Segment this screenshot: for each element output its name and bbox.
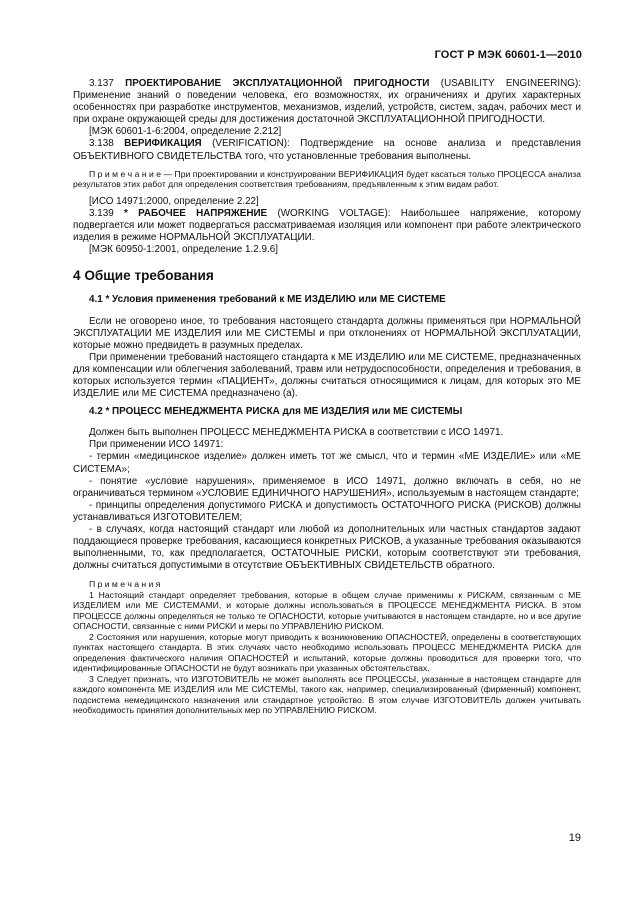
list-item: - принципы определения допустимого РИСКА и допустимость ОСТАТОЧНОГО РИСКА (РИСКОВ) должны устанавливаться ИЗГОТОВИТЕЛЕМ; — [73, 499, 581, 523]
page-content — [73, 78, 581, 716]
term-reference: [МЭК 60950-1:2001, определение 1.2.9.6] — [89, 244, 278, 256]
paragraph: При применении требований настоящего стандарта к МЕ ИЗДЕЛИЮ или МЕ СИСТЕМЕ, предназначенных для компенсации или облегчения заболеваний, травм или нетрудоспособности, определения и требования, в которых используется термин «ПАЦИЕНТ», должны считаться относящимися к лицам, для которых это МЕ ИЗДЕЛИЕ или МЕ СИСТЕМА предназначено (а). — [73, 351, 581, 400]
term-definition: (VERIFICATION): Подтверждение на основе анализа и представления ОБЪЕКТИВНОГО СВИДЕТЕЛЬСТВА того, что установленные требования выполнены. — [73, 138, 581, 162]
notes-block — [73, 579, 581, 716]
note-3: 3 Следует признать, что ИЗГОТОВИТЕЛЬ не может выполнять все ПРОЦЕССЫ, указанные в настоящем стандарте для каждого компонента МЕ ИЗДЕЛИЯ или МЕ СИСТЕМЫ, такого как, например, специализированный (фирменный) компонент, подсистема немедицинского назначения или стандартное устройство. В этом случае ИЗГОТОВИТЕЛЬ должен учитывать необходимость принятия дополнительных мер по УПРАВЛЕНИЮ РИСКОМ. — [73, 673, 581, 716]
term-name: ВЕРИФИКАЦИЯ — [124, 138, 202, 150]
paragraph: Если не оговорено иное, то требования настоящего стандарта должны применяться при НОРМАЛЬНОЙ ЭКСПЛУАТАЦИИ МЕ ИЗДЕЛИЯ или МЕ СИСТЕМЫ и при отклонениях от НОРМАЛЬНОЙ ЭКСПЛУАТАЦИИ, которые можно предвидеть в разумных пределах. — [73, 315, 581, 351]
list-item: - термин «медицинское изделие» должен иметь тот же смысл, что и термин «МЕ ИЗДЕЛИЕ» или «МЕ СИСТЕМА»; — [73, 451, 581, 475]
term-number: 3.137 — [89, 78, 126, 89]
subsection-heading-4-1: 4.1 * Условия применения требований к МЕ ИЗДЕЛИЮ или МЕ СИСТЕМЕ — [89, 294, 446, 306]
term-definition: (USABILITY ENGINEERING): Применение знаний о поведении человека, его возможностях, их ограничениях и других характерных особенностях при разработке инструментов, механизмов, изделий, устройств, систем, задач, рабочих мест и при охране окружающей среды для достижения достаточной ЭКСПЛУАТАЦИОННОЙ ПРИГОДНОСТИ. — [73, 78, 581, 126]
document-header: ГОСТ Р МЭК 60601-1—2010 — [434, 49, 582, 61]
term-reference: [ИСО 14971:2000, определение 2.22] — [89, 195, 259, 207]
note-1: 1 Настоящий стандарт определяет требования, которые в общем случае применимы к РИСКАМ, связанным с МЕ ИЗДЕЛИЕМ или МЕ СИСТЕМАМИ, и которые должны использоваться в ПРОЦЕССЕ МЕНЕДЖМЕНТА РИСКА. В этом ПРОЦЕССЕ должны определяться не только те ОПАСНОСТИ, которые учитываются в настоящем стандарте, но и все другие ОПАСНОСТИ, связанные с ними РИСКИ и меры по УПРАВЛЕНИЮ РИСКОМ. — [73, 589, 581, 632]
term-number: 3.139 — [89, 207, 124, 219]
term-reference: [МЭК 60601-1-6:2004, определение 2.212] — [89, 126, 282, 138]
term-3-137 — [73, 78, 581, 126]
term-3-138 — [73, 138, 581, 162]
term-definition: (WORKING VOLTAGE): Наибольшее напряжение, которому подвергается или может подвергаться рассматриваемая изоляция или компонент при работе электрического изделия в режиме НОРМАЛЬНОЙ ЭКСПЛУАТАЦИИ. — [73, 207, 581, 244]
section-heading: 4 Общие требования — [73, 268, 214, 284]
note-text: — При проектировании и конструировании ВЕРИФИКАЦИЯ будет касаться только ПРОЦЕССА анализа результатов этих работ для определения соответствия требованиям, предъявленным к этим видам работ. — [73, 168, 582, 190]
note-label: П р и м е ч а н и е — [89, 168, 162, 179]
term-number: 3.138 — [89, 138, 125, 150]
term-note — [73, 169, 581, 190]
notes-title: П р и м е ч а н и я — [89, 579, 161, 590]
paragraph: При применении ИСО 14971: — [89, 439, 224, 451]
note-2: 2 Состояния или нарушения, которые могут приводить к возникновению ОПАСНОСТЕЙ, определены в соответствующих пунктах настоящего стандарта. В этих случаях часто необходимо использовать ПРОЦЕСС МЕНЕДЖМЕНТА РИСКА для определения фактического наличия ОПАСНОСТЕЙ и испытаний, которые должны проводиться для проверки того, что идентифицированные ОПАСНОСТИ не будут возникать при указанных обстоятельствах. — [73, 631, 581, 674]
page-number: 19 — [568, 832, 581, 844]
subsection-heading-4-2: 4.2 * ПРОЦЕСС МЕНЕДЖМЕНТА РИСКА для МЕ ИЗДЕЛИЯ или МЕ СИСТЕМЫ — [89, 406, 463, 418]
term-name: ПРОЕКТИРОВАНИЕ ЭКСПЛУАТАЦИОННОЙ ПРИГОДНОСТИ — [125, 78, 430, 89]
list-item: - в случаях, когда настоящий стандарт или любой из дополнительных или частных стандартов задают поддающиеся проверке требования, касающиеся конкретных РИСКОВ, а указанные требования оказываются выполненными, то, как предполагается, ОСТАТОЧНЫЕ РИСКИ, которым соответствуют эти требования, должны считаться допустимыми в отсутствие ОБЪЕКТИВНЫХ СВИДЕТЕЛЬСТВ обратного. — [73, 524, 581, 572]
term-name: * РАБОЧЕЕ НАПРЯЖЕНИЕ — [124, 207, 268, 219]
term-3-139 — [73, 208, 581, 244]
paragraph: Должен быть выполнен ПРОЦЕСС МЕНЕДЖМЕНТА РИСКА в соответствии с ИСО 14971. — [89, 427, 504, 439]
list-item: - понятие «условие нарушения», применяемое в ИСО 14971, должно включать в себя, но не ограничиваться термином «УСЛОВИЕ ЕДИНИЧНОГО НАРУШЕНИЯ», используемым в настоящем стандарте; — [73, 475, 581, 499]
